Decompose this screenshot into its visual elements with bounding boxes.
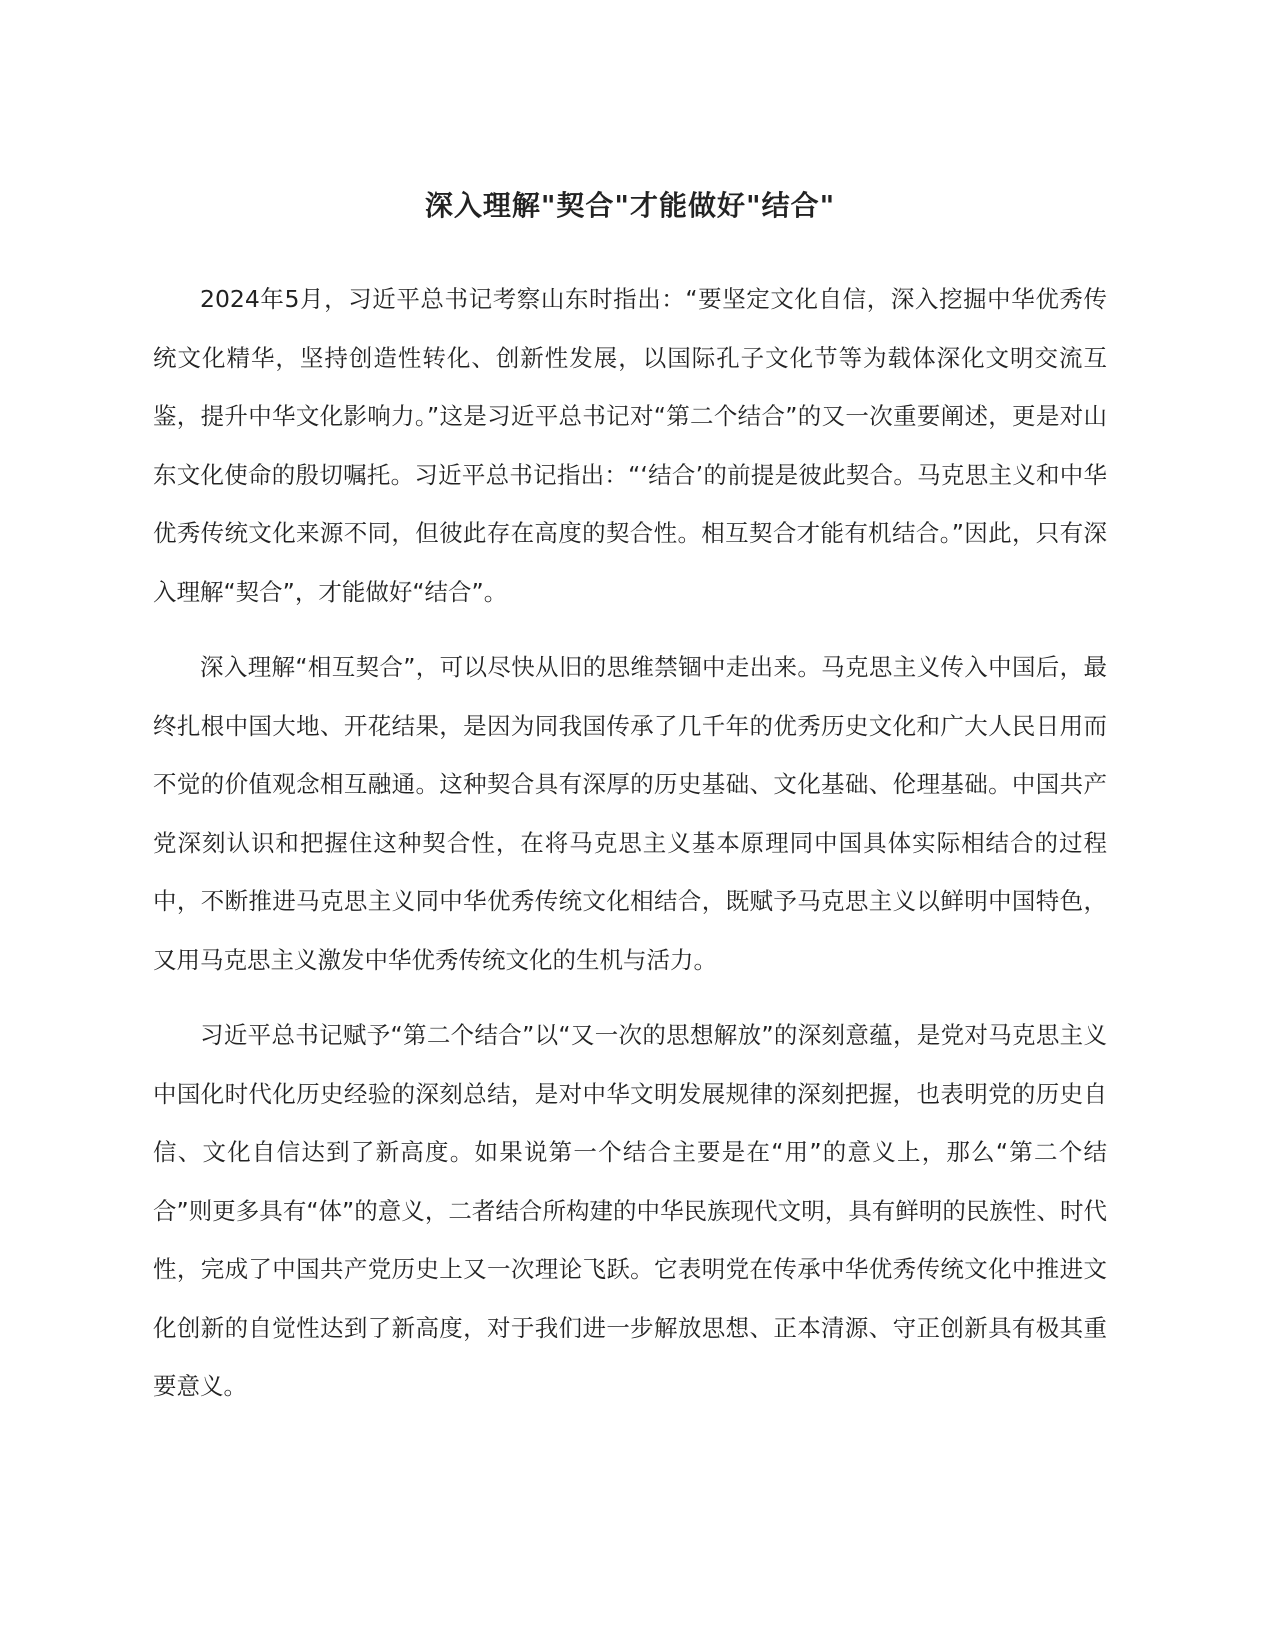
document-title: 深入理解"契合"才能做好"结合" [424,189,836,222]
paragraph-1: 2024年5月，习近平总书记考察山东时指出：“要坚定文化自信，深入挖掘中华优秀传统文化精华，坚持创造性转化、创新性发展，以国际孔子文化节等为载体深化文明交流互鉴，提升中华文化影响力。”这是习近平总书记对“第二个结合”的又一次重要阐述，更是对山东文化使命的殷切嘱托。习近平总书记指出：“‘结合’的前提是彼此契合。马克思主义和中华优秀传统文化来源不同，但彼此存在高度的契合性。相互契合才能有机结合。”因此，只有深入理解“契合”，才能做好“结合”。 [153,285,1107,606]
paragraph-2: 深入理解“相互契合”，可以尽快从旧的思维禁锢中走出来。马克思主义传入中国后，最终扎根中国大地、开花结果，是因为同我国传承了几千年的优秀历史文化和广大人民日用而不觉的价值观念相互融通。这种契合具有深厚的历史基础、文化基础、伦理基础。中国共产党深刻认识和把握住这种契合性，在将马克思主义基本原理同中国具体实际相结合的过程中，不断推进马克思主义同中华优秀传统文化相结合，既赋予马克思主义以鲜明中国特色，又用马克思主义激发中华优秀传统文化的生机与活力。 [153,653,1107,974]
paragraph-3: 习近平总书记赋予“第二个结合”以“又一次的思想解放”的深刻意蕴，是党对马克思主义中国化时代化历史经验的深刻总结，是对中华文明发展规律的深刻把握，也表明党的历史自信、文化自信达到了新高度。如果说第一个结合主要是在“用”的意义上，那么“第二个结合”则更多具有“体”的意义，二者结合所构建的中华民族现代文明，具有鲜明的民族性、时代性，完成了中国共产党历史上又一次理论飞跃。它表明党在传承中华优秀传统文化中推进文化创新的自觉性达到了新高度，对于我们进一步解放思想、正本清源、守正创新具有极其重要意义。 [153,1021,1107,1400]
document-body [153,270,1107,1433]
